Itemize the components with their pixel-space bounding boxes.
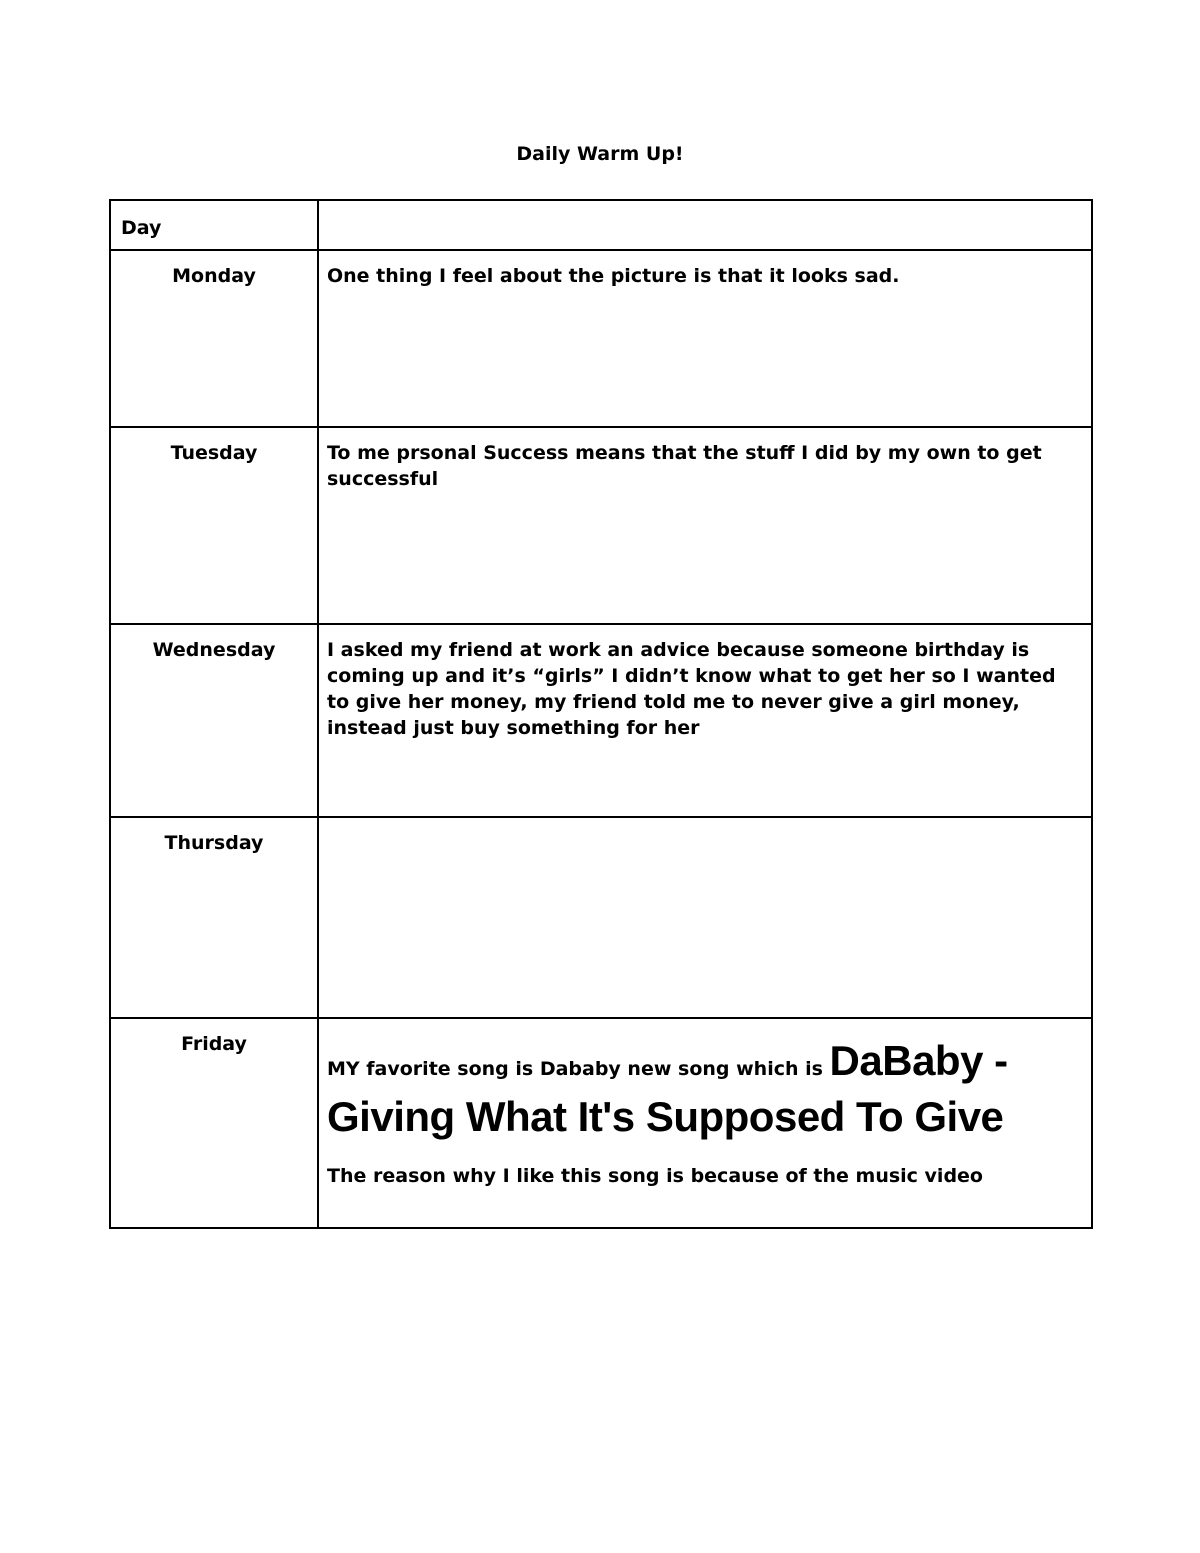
day-label-wednesday: Wednesday xyxy=(110,624,318,817)
song-reason-text: The reason why I like this song is because of the music video xyxy=(327,1165,983,1187)
entry-friday xyxy=(318,1018,1092,1228)
song-intro-text: MY favorite song is Dababy new song which is xyxy=(327,1058,830,1080)
day-label-tuesday: Tuesday xyxy=(110,427,318,624)
table-row-thursday xyxy=(110,817,1092,1018)
table-row-tuesday xyxy=(110,427,1092,624)
day-label-monday: Monday xyxy=(110,250,318,427)
favorite-song-line xyxy=(327,1037,1083,1149)
table-row-wednesday xyxy=(110,624,1092,817)
entry-tuesday: To me prsonal Success means that the stuff I did by my own to get successful xyxy=(318,427,1092,624)
day-label-friday: Friday xyxy=(110,1018,318,1228)
entry-monday: One thing I feel about the picture is that it looks sad. xyxy=(318,250,1092,427)
entry-wednesday: I asked my friend at work an advice because someone birthday is coming up and it’s “girls” I didn’t know what to get her so I wanted to give her money, my friend told me to never give a girl money, instead just buy something for her xyxy=(318,624,1092,817)
entry-thursday xyxy=(318,817,1092,1018)
day-label-thursday: Thursday xyxy=(110,817,318,1018)
table-row-monday xyxy=(110,250,1092,427)
song-title: DaBaby - Giving What It's Supposed To Give xyxy=(327,1037,1008,1140)
header-day-cell: Day xyxy=(110,200,318,250)
warmup-table xyxy=(109,199,1093,1229)
header-entry-cell xyxy=(318,200,1092,250)
table-row-friday xyxy=(110,1018,1092,1228)
table-header-row xyxy=(110,200,1092,250)
page-title: Daily Warm Up! xyxy=(516,143,684,165)
